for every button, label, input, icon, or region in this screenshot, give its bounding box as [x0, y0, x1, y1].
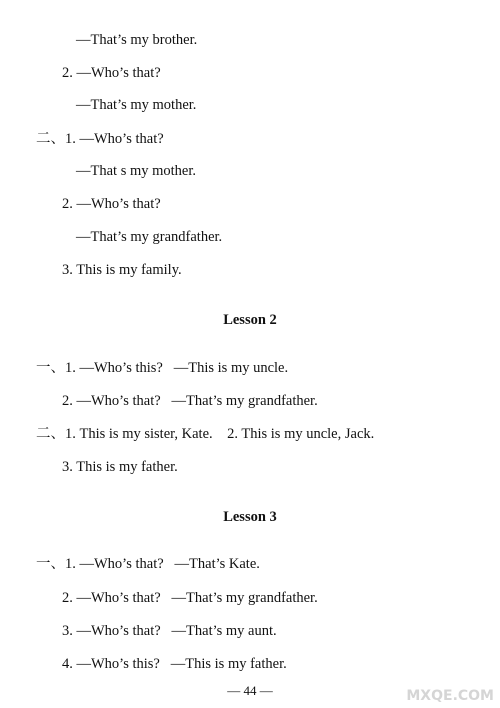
answer-line: 2. —Who’s that? — [62, 65, 161, 81]
section-line: 二、1. This is my sister, Kate. 2. This is my uncle, Jack. — [36, 426, 375, 442]
answer-line: —That’s my mother. — [76, 97, 197, 113]
answer-line: 2. —Who’s that? —That’s my grandfather. — [62, 393, 318, 409]
answer-line: —That’s my brother. — [76, 32, 198, 48]
section-line: 一、1. —Who’s that? —That’s Kate. — [36, 556, 260, 572]
lesson-3-heading: Lesson 3 — [223, 509, 277, 525]
answer-line: 3. This is my father. — [62, 459, 178, 475]
answer-line: 2. —Who’s that? —That’s my grandfather. — [62, 590, 318, 606]
watermark-logo: MXQE.COM — [406, 688, 494, 704]
answer-line: 3. This is my family. — [62, 262, 182, 278]
section-line: 二、1. —Who’s that? — [36, 131, 164, 147]
answer-line: 2. —Who’s that? — [62, 196, 161, 212]
lesson-2-heading: Lesson 2 — [223, 312, 277, 328]
answer-line: 3. —Who’s that? —That’s my aunt. — [62, 623, 277, 639]
answer-line: —That s my mother. — [76, 163, 197, 179]
section-line: 一、1. —Who’s this? —This is my uncle. — [36, 360, 289, 376]
page-number: — 44 — — [227, 683, 273, 698]
answer-line: —That’s my grandfather. — [76, 229, 223, 245]
answer-line: 4. —Who’s this? —This is my father. — [62, 656, 287, 672]
